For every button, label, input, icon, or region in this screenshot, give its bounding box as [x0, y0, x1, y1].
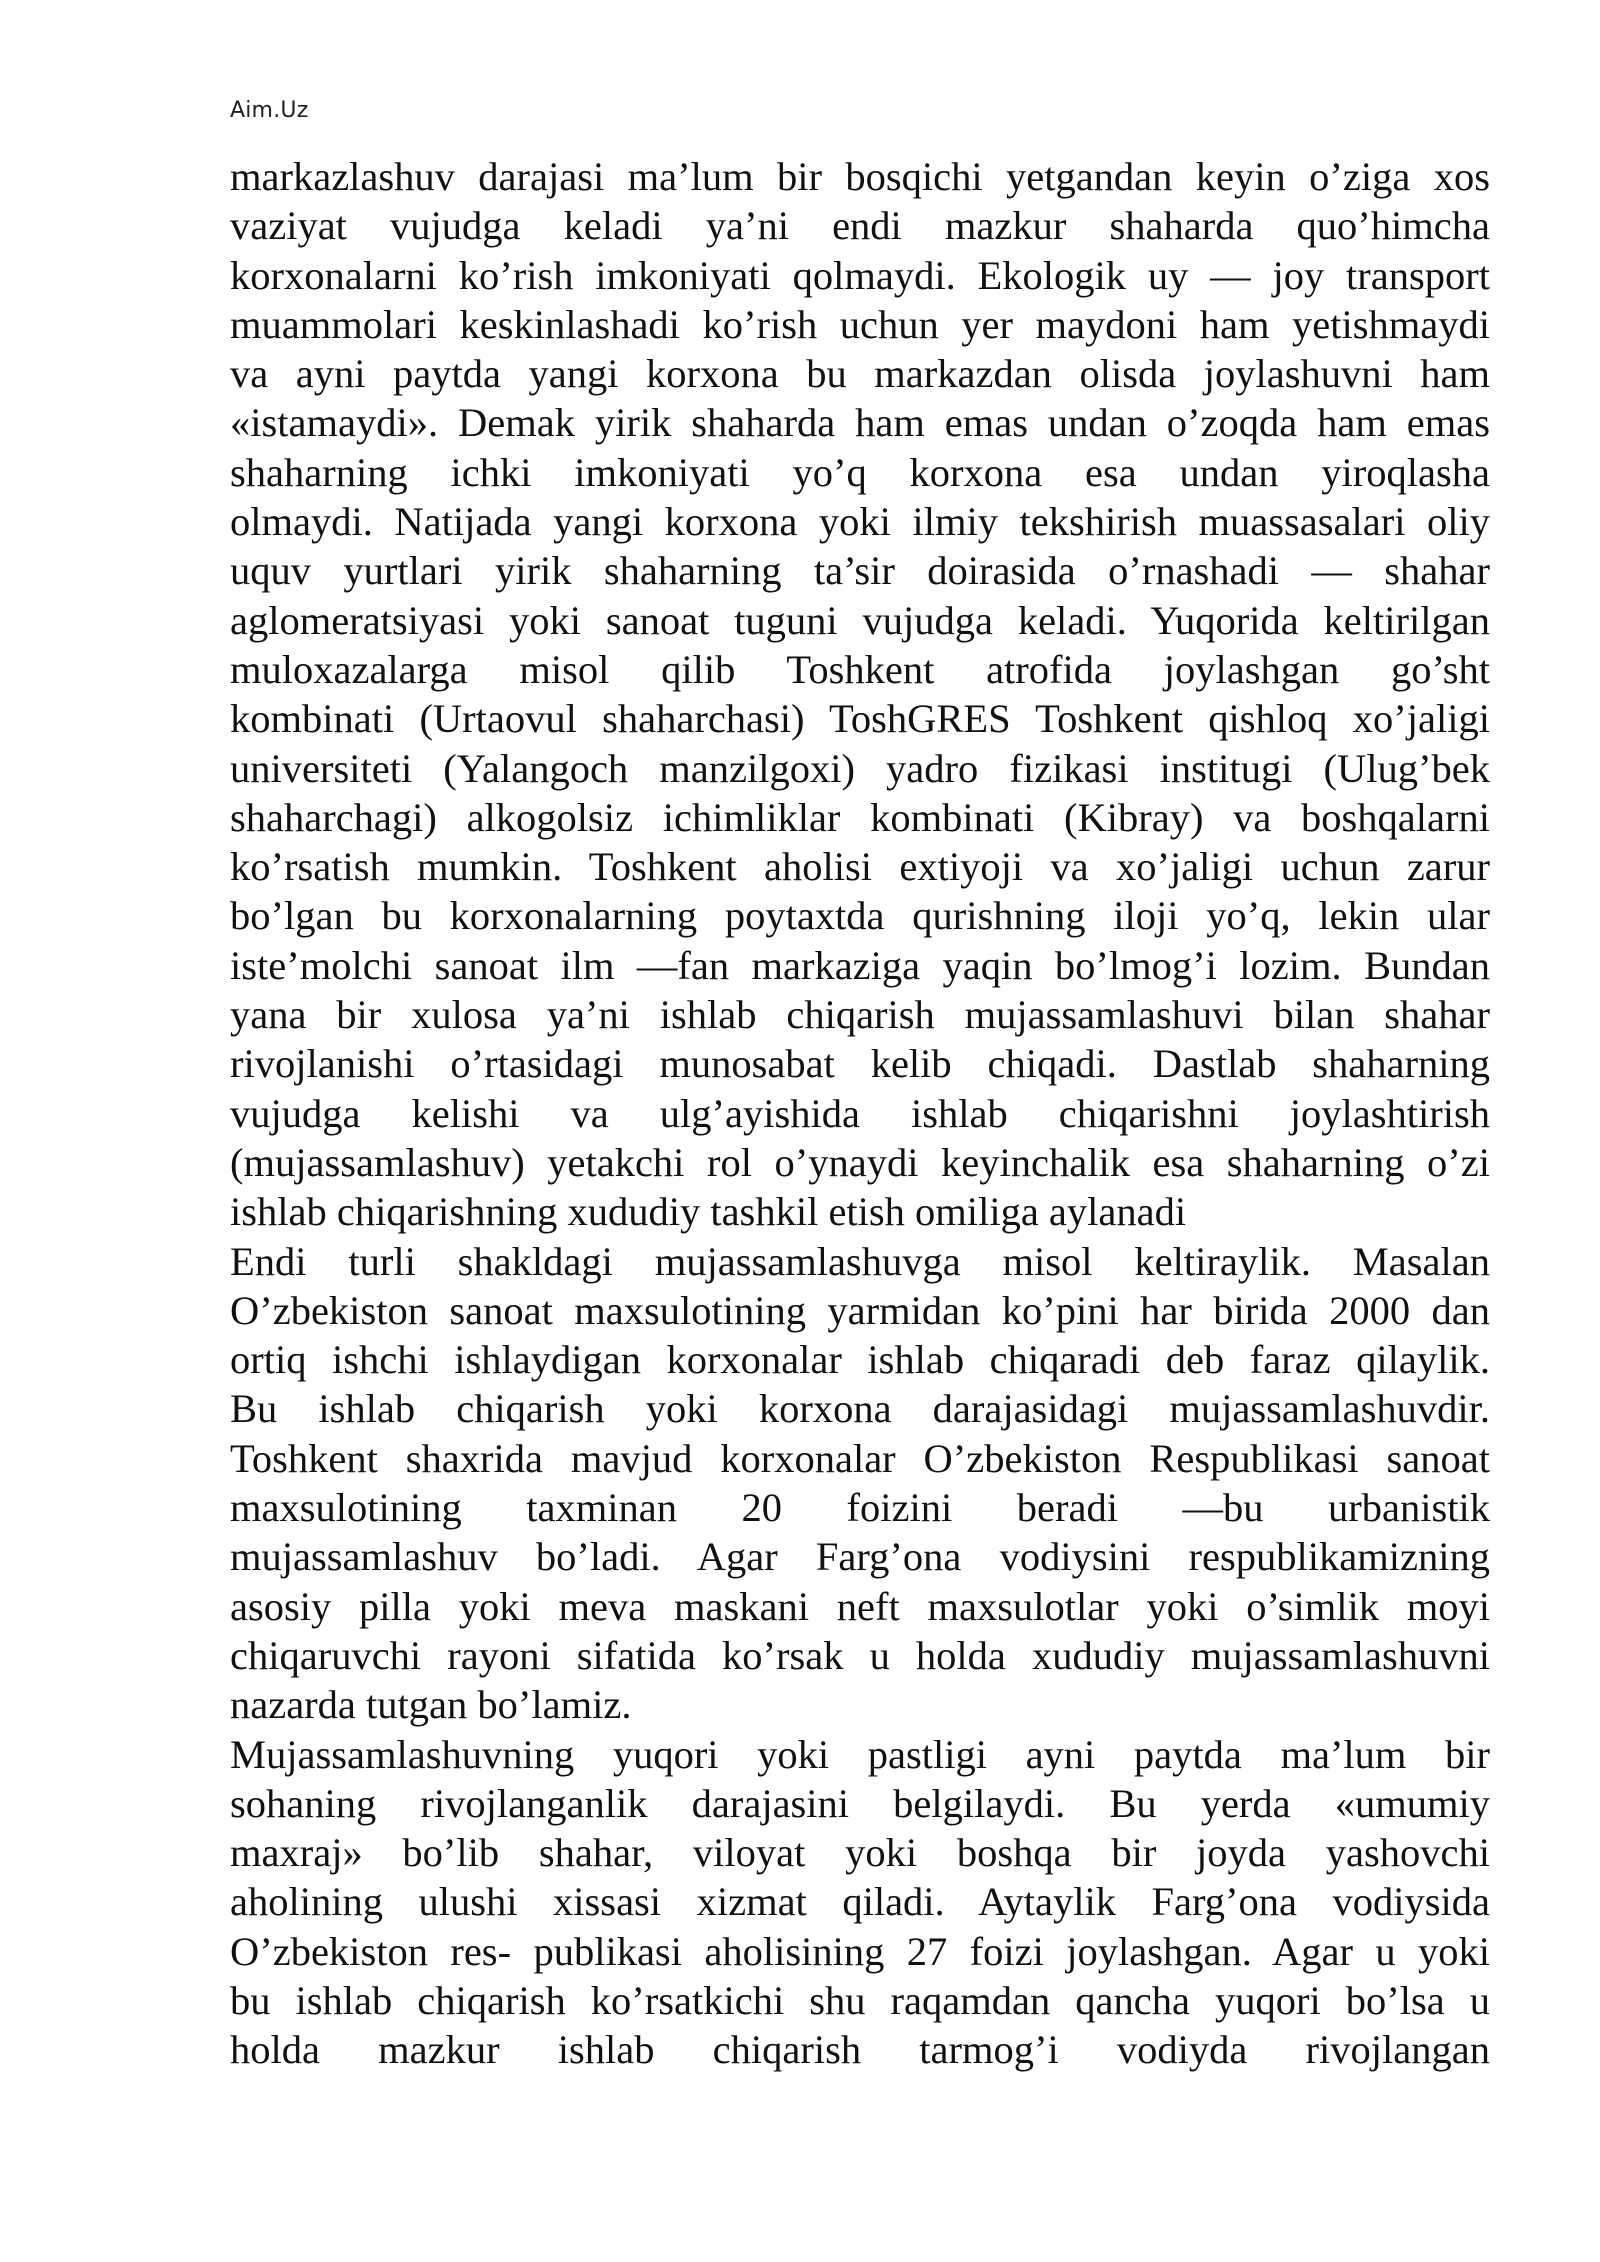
- text-line: muloxazalarga misol qilib Toshkent atrofida joylashgan go’sht: [230, 646, 1490, 692]
- text-line: ko’rsatish mumkin. Toshkent aholisi extiyoji va xo’jaligi uchun zarur: [230, 844, 1490, 890]
- text-line: mujassamlashuv bo’ladi. Agar Farg’ona vodiysini respublikamizning: [230, 1534, 1490, 1580]
- text-line: Bu ishlab chiqarish yoki korxona darajasidagi mujassamlashuvdir.: [230, 1386, 1490, 1432]
- text-line: (mujassamlashuv) yetakchi rol o’ynaydi keyinchalik esa shaharning o’zi: [230, 1139, 1490, 1185]
- text-line: bu ishlab chiqarish ko’rsatkichi shu raqamdan qancha yuqori bo’lsa u: [230, 1977, 1490, 2023]
- text-line: shaharning ichki imkoniyati yo’q korxona esa undan yiroqlasha: [230, 449, 1490, 495]
- text-line: rivojlanishi o’rtasidagi munosabat kelib chiqadi. Dastlab shaharning: [230, 1041, 1490, 1087]
- text-line: aglomeratsiyasi yoki sanoat tuguni vujudga keladi. Yuqorida keltirilgan: [230, 597, 1490, 643]
- text-line: olmaydi. Natijada yangi korxona yoki ilmiy tekshirish muassasalari oliy: [230, 499, 1490, 545]
- text-line: «istamaydi». Demak yirik shaharda ham emas undan o’zoqda ham emas: [230, 400, 1490, 446]
- text-line: kombinati (Urtaovul shaharchasi) ToshGRES Toshkent qishloq xo’jaligi: [230, 696, 1490, 742]
- text-line: yana bir xulosa ya’ni ishlab chiqarish mujassamlashuvi bilan shahar: [230, 992, 1490, 1038]
- text-line: Mujassamlashuvning yuqori yoki pastligi ayni paytda ma’lum bir: [230, 1731, 1490, 1777]
- text-line: markazlashuv darajasi ma’lum bir bosqichi yetgandan keyin o’ziga xos: [230, 154, 1490, 199]
- text-line: O’zbekiston sanoat maxsulotining yarmidan ko’pini har birida 2000 dan: [230, 1287, 1490, 1333]
- text-line: vujudga kelishi va ulg’ayishida ishlab chiqarishni joylashtirish: [230, 1090, 1490, 1136]
- text-line: korxonalarni ko’rish imkoniyati qolmaydi. Ekologik uy — joy transport: [230, 252, 1490, 298]
- text-line: uquv yurtlari yirik shaharning ta’sir doirasida o’rnashadi — shahar: [230, 548, 1490, 594]
- text-line: vaziyat vujudga keladi ya’ni endi mazkur shaharda quo’himcha: [230, 203, 1490, 249]
- document-body: [230, 152, 1490, 2075]
- text-line: iste’molchi sanoat ilm —fan markaziga yaqin bo’lmog’i lozim. Bundan: [230, 942, 1490, 988]
- text-line: universiteti (Yalangoch manzilgoxi) yadro fizikasi institugi (Ulug’bek: [230, 745, 1490, 791]
- text-line: bo’lgan bu korxonalarning poytaxtda qurishning iloji yo’q, lekin ular: [230, 893, 1490, 939]
- text-line: holda mazkur ishlab chiqarish tarmog’i vodiyda rivojlangan: [230, 2027, 1490, 2073]
- text-line: nazarda tutgan bo’lamiz.: [230, 1682, 632, 1728]
- text-line: chiqaruvchi rayoni sifatida ko’rsak u holda xududiy mujassamlashuvni: [230, 1632, 1490, 1678]
- text-line: asosiy pilla yoki meva maskani neft maxsulotlar yoki o’simlik moyi: [230, 1583, 1490, 1629]
- text-line: Toshkent shaxrida mavjud korxonalar O’zbekiston Respublikasi sanoat: [230, 1435, 1490, 1481]
- header-site-label: Aim.Uz: [230, 98, 309, 123]
- text-line: ortiq ishchi ishlaydigan korxonalar ishlab chiqaradi deb faraz qilaylik.: [230, 1337, 1490, 1383]
- text-line: maxsulotining taxminan 20 foizini beradi —bu urbanistik: [230, 1485, 1490, 1531]
- text-line: O’zbekiston res- publikasi aholisining 27 foizi joylashgan. Agar u yoki: [230, 1928, 1490, 1974]
- text-line: Endi turli shakldagi mujassamlashuvga misol keltiraylik. Masalan: [230, 1238, 1490, 1284]
- text-line: ishlab chiqarishning xududiy tashkil etish omiliga aylanadi: [230, 1189, 1187, 1235]
- text-line: muammolari keskinlashadi ko’rish uchun yer maydoni ham yetishmaydi: [230, 301, 1490, 347]
- text-line: va ayni paytda yangi korxona bu markazdan olisda joylashuvni ham: [230, 351, 1490, 397]
- text-line: maxraj» bo’lib shahar, viloyat yoki boshqa bir joyda yashovchi: [230, 1830, 1490, 1876]
- text-line: shaharchagi) alkogolsiz ichimliklar kombinati (Kibray) va boshqalarni: [230, 794, 1490, 840]
- text-line: sohaning rivojlanganlik darajasini belgilaydi. Bu yerda «umumiy: [230, 1780, 1490, 1826]
- text-line: aholining ulushi xissasi xizmat qiladi. Aytaylik Farg’ona vodiysida: [230, 1879, 1490, 1925]
